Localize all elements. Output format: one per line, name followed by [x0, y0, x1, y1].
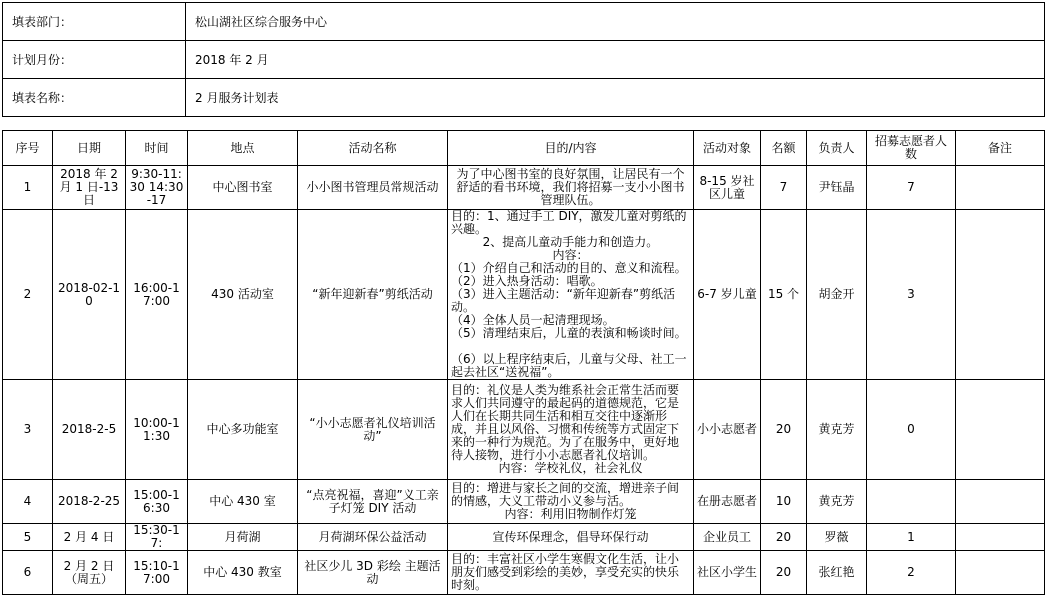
- header-value: 松山湖社区综合服务中心: [186, 3, 1045, 41]
- cell-leader: 罗薇: [807, 524, 867, 551]
- cell-time: 15:00-16:30: [126, 480, 188, 524]
- content-line: 为了中心图书室的良好氛围，让居民有一个舒适的看书环境，我们将招募一支小小图书管理队伍。: [456, 167, 685, 207]
- table-row: [3, 551, 1045, 595]
- col-header-leader: 负责人: [807, 131, 867, 166]
- col-header-quota: 名额: [761, 131, 807, 166]
- content-line: （5）清理结束后，儿童的表演和畅谈时间。: [451, 326, 687, 340]
- cell-volunteers: 1: [867, 524, 956, 551]
- cell-date: 2018-02-10: [53, 210, 126, 380]
- cell-quota: 20: [761, 551, 807, 595]
- col-header-note: 备注: [956, 131, 1045, 166]
- cell-time: 15:10-17:00: [126, 551, 188, 595]
- cell-place: 中心多功能室: [188, 380, 298, 480]
- header-row: [3, 3, 1045, 41]
- content-line: （4）全体人员一起清理现场。: [451, 313, 615, 327]
- cell-place: 中心 430 教室: [188, 551, 298, 595]
- header-table: [2, 2, 1045, 117]
- cell-note: [956, 210, 1045, 380]
- content-line: （6）以上程序结束后，儿童与父母、社工一起去社区“送祝福”。: [451, 352, 687, 379]
- cell-volunteers: 7: [867, 166, 956, 210]
- cell-date: 2 月 2 日（周五）: [53, 551, 126, 595]
- cell-volunteers: 3: [867, 210, 956, 380]
- cell-time: 9:30-11:30 14:30-17: [126, 166, 188, 210]
- table-row: [3, 166, 1045, 210]
- cell-name: 小小图书管理员常规活动: [298, 166, 448, 210]
- cell-target: 小小志愿者: [694, 380, 761, 480]
- header-label: 计划月份：: [3, 41, 186, 79]
- cell-content: [448, 480, 694, 524]
- table-header-row: [3, 131, 1045, 166]
- header-value: 2018 年 2 月: [186, 41, 1045, 79]
- cell-leader: 黄克芳: [807, 380, 867, 480]
- cell-time: 16:00-17:00: [126, 210, 188, 380]
- cell-target: 6-7 岁儿童: [694, 210, 761, 380]
- plan-table: [2, 130, 1045, 595]
- cell-quota: 15 个: [761, 210, 807, 380]
- cell-no: 6: [3, 551, 53, 595]
- col-header-target: 活动对象: [694, 131, 761, 166]
- cell-leader: 胡金开: [807, 210, 867, 380]
- cell-name: “点亮祝福，喜迎”义工亲子灯笼 DIY 活动: [298, 480, 448, 524]
- table-row: [3, 480, 1045, 524]
- cell-leader: 尹钰晶: [807, 166, 867, 210]
- content-line: （3）进入主题活动：“新年迎新春”剪纸活动。: [451, 287, 676, 314]
- cell-place: 430 活动室: [188, 210, 298, 380]
- cell-place: 月荷湖: [188, 524, 298, 551]
- cell-date: 2018-2-5: [53, 380, 126, 480]
- cell-leader: 黄克芳: [807, 480, 867, 524]
- cell-target: 8-15 岁社区儿童: [694, 166, 761, 210]
- content-line: 2、提高儿童动手能力和创造力。: [482, 235, 659, 249]
- header-label: 填表名称：: [3, 79, 186, 117]
- cell-name: “小小志愿者礼仪培训活动”: [298, 380, 448, 480]
- col-header-content: 目的/内容: [448, 131, 694, 166]
- content-line: （1）介绍自己和活动的目的、意义和流程。: [451, 261, 687, 275]
- col-header-volunteers: 招募志愿者人数: [867, 131, 956, 166]
- cell-name: “新年迎新春”剪纸活动: [298, 210, 448, 380]
- content-line: （2）进入热身活动：唱歌。: [451, 274, 603, 288]
- table-row: [3, 380, 1045, 480]
- cell-volunteers: 2: [867, 551, 956, 595]
- header-row: [3, 79, 1045, 117]
- cell-date: 2018 年 2 月 1 日-13 日: [53, 166, 126, 210]
- table-row: [3, 210, 1045, 380]
- cell-time: 10:00-11:30: [126, 380, 188, 480]
- cell-note: [956, 551, 1045, 595]
- cell-target: 在册志愿者: [694, 480, 761, 524]
- content-line: 内容：: [552, 248, 589, 262]
- header-value: 2 月服务计划表: [186, 79, 1045, 117]
- cell-name: 社区少儿 3D 彩绘 主题活动: [298, 551, 448, 595]
- content-line: 目的：增进与家长之间的交流，增进亲子间的情感，大义工带动小义参与活。: [451, 481, 680, 508]
- content-line: 目的：1、通过手工 DIY，激发儿童对剪纸的兴趣。: [451, 209, 687, 236]
- content-line: 内容：利用旧物制作灯笼: [504, 507, 637, 521]
- cell-quota: 10: [761, 480, 807, 524]
- header-label: 填表部门：: [3, 3, 186, 41]
- cell-note: [956, 524, 1045, 551]
- cell-no: 3: [3, 380, 53, 480]
- table-row: [3, 524, 1045, 551]
- content-line: 宣传环保理念，倡导环保行动: [492, 529, 649, 544]
- cell-place: 中心图书室: [188, 166, 298, 210]
- cell-quota: 20: [761, 380, 807, 480]
- cell-no: 2: [3, 210, 53, 380]
- cell-content: [448, 210, 694, 380]
- cell-name: 月荷湖环保公益活动: [298, 524, 448, 551]
- cell-content: [448, 551, 694, 595]
- cell-note: [956, 380, 1045, 480]
- cell-note: [956, 480, 1045, 524]
- cell-content: [448, 524, 694, 551]
- cell-content: [448, 166, 694, 210]
- col-header-no: 序号: [3, 131, 53, 166]
- cell-no: 5: [3, 524, 53, 551]
- cell-quota: 20: [761, 524, 807, 551]
- cell-volunteers: 0: [867, 380, 956, 480]
- header-row: [3, 41, 1045, 79]
- cell-target: 企业员工: [694, 524, 761, 551]
- content-line: 内容：学校礼仪，社会礼仪: [498, 461, 643, 475]
- content-line: 目的：丰富社区小学生寒假文化生活，让小朋友们感受到彩绘的美妙，享受充实的快乐时刻。: [451, 552, 680, 592]
- cell-no: 4: [3, 480, 53, 524]
- col-header-time: 时间: [126, 131, 188, 166]
- cell-content: [448, 380, 694, 480]
- col-header-name: 活动名称: [298, 131, 448, 166]
- cell-note: [956, 166, 1045, 210]
- col-header-place: 地点: [188, 131, 298, 166]
- cell-no: 1: [3, 166, 53, 210]
- cell-quota: 7: [761, 166, 807, 210]
- cell-volunteers: [867, 480, 956, 524]
- cell-date: 2018-2-25: [53, 480, 126, 524]
- cell-place: 中心 430 室: [188, 480, 298, 524]
- cell-leader: 张红艳: [807, 551, 867, 595]
- content-line: 目的：礼仪是人类为维系社会正常生活而要求人们共同遵守的最起码的道德规范，它是人们在长期共同生活和相互交往中逐渐形成，并且以风俗、习惯和传统等方式固定下来的一种行为规范。为了在服务中，更好地待人接物，进行小小志愿者礼仪培训。: [451, 383, 680, 462]
- col-header-date: 日期: [53, 131, 126, 166]
- cell-target: 社区小学生: [694, 551, 761, 595]
- cell-date: 2 月 4 日: [53, 524, 126, 551]
- cell-time: 15:30-17:: [126, 524, 188, 551]
